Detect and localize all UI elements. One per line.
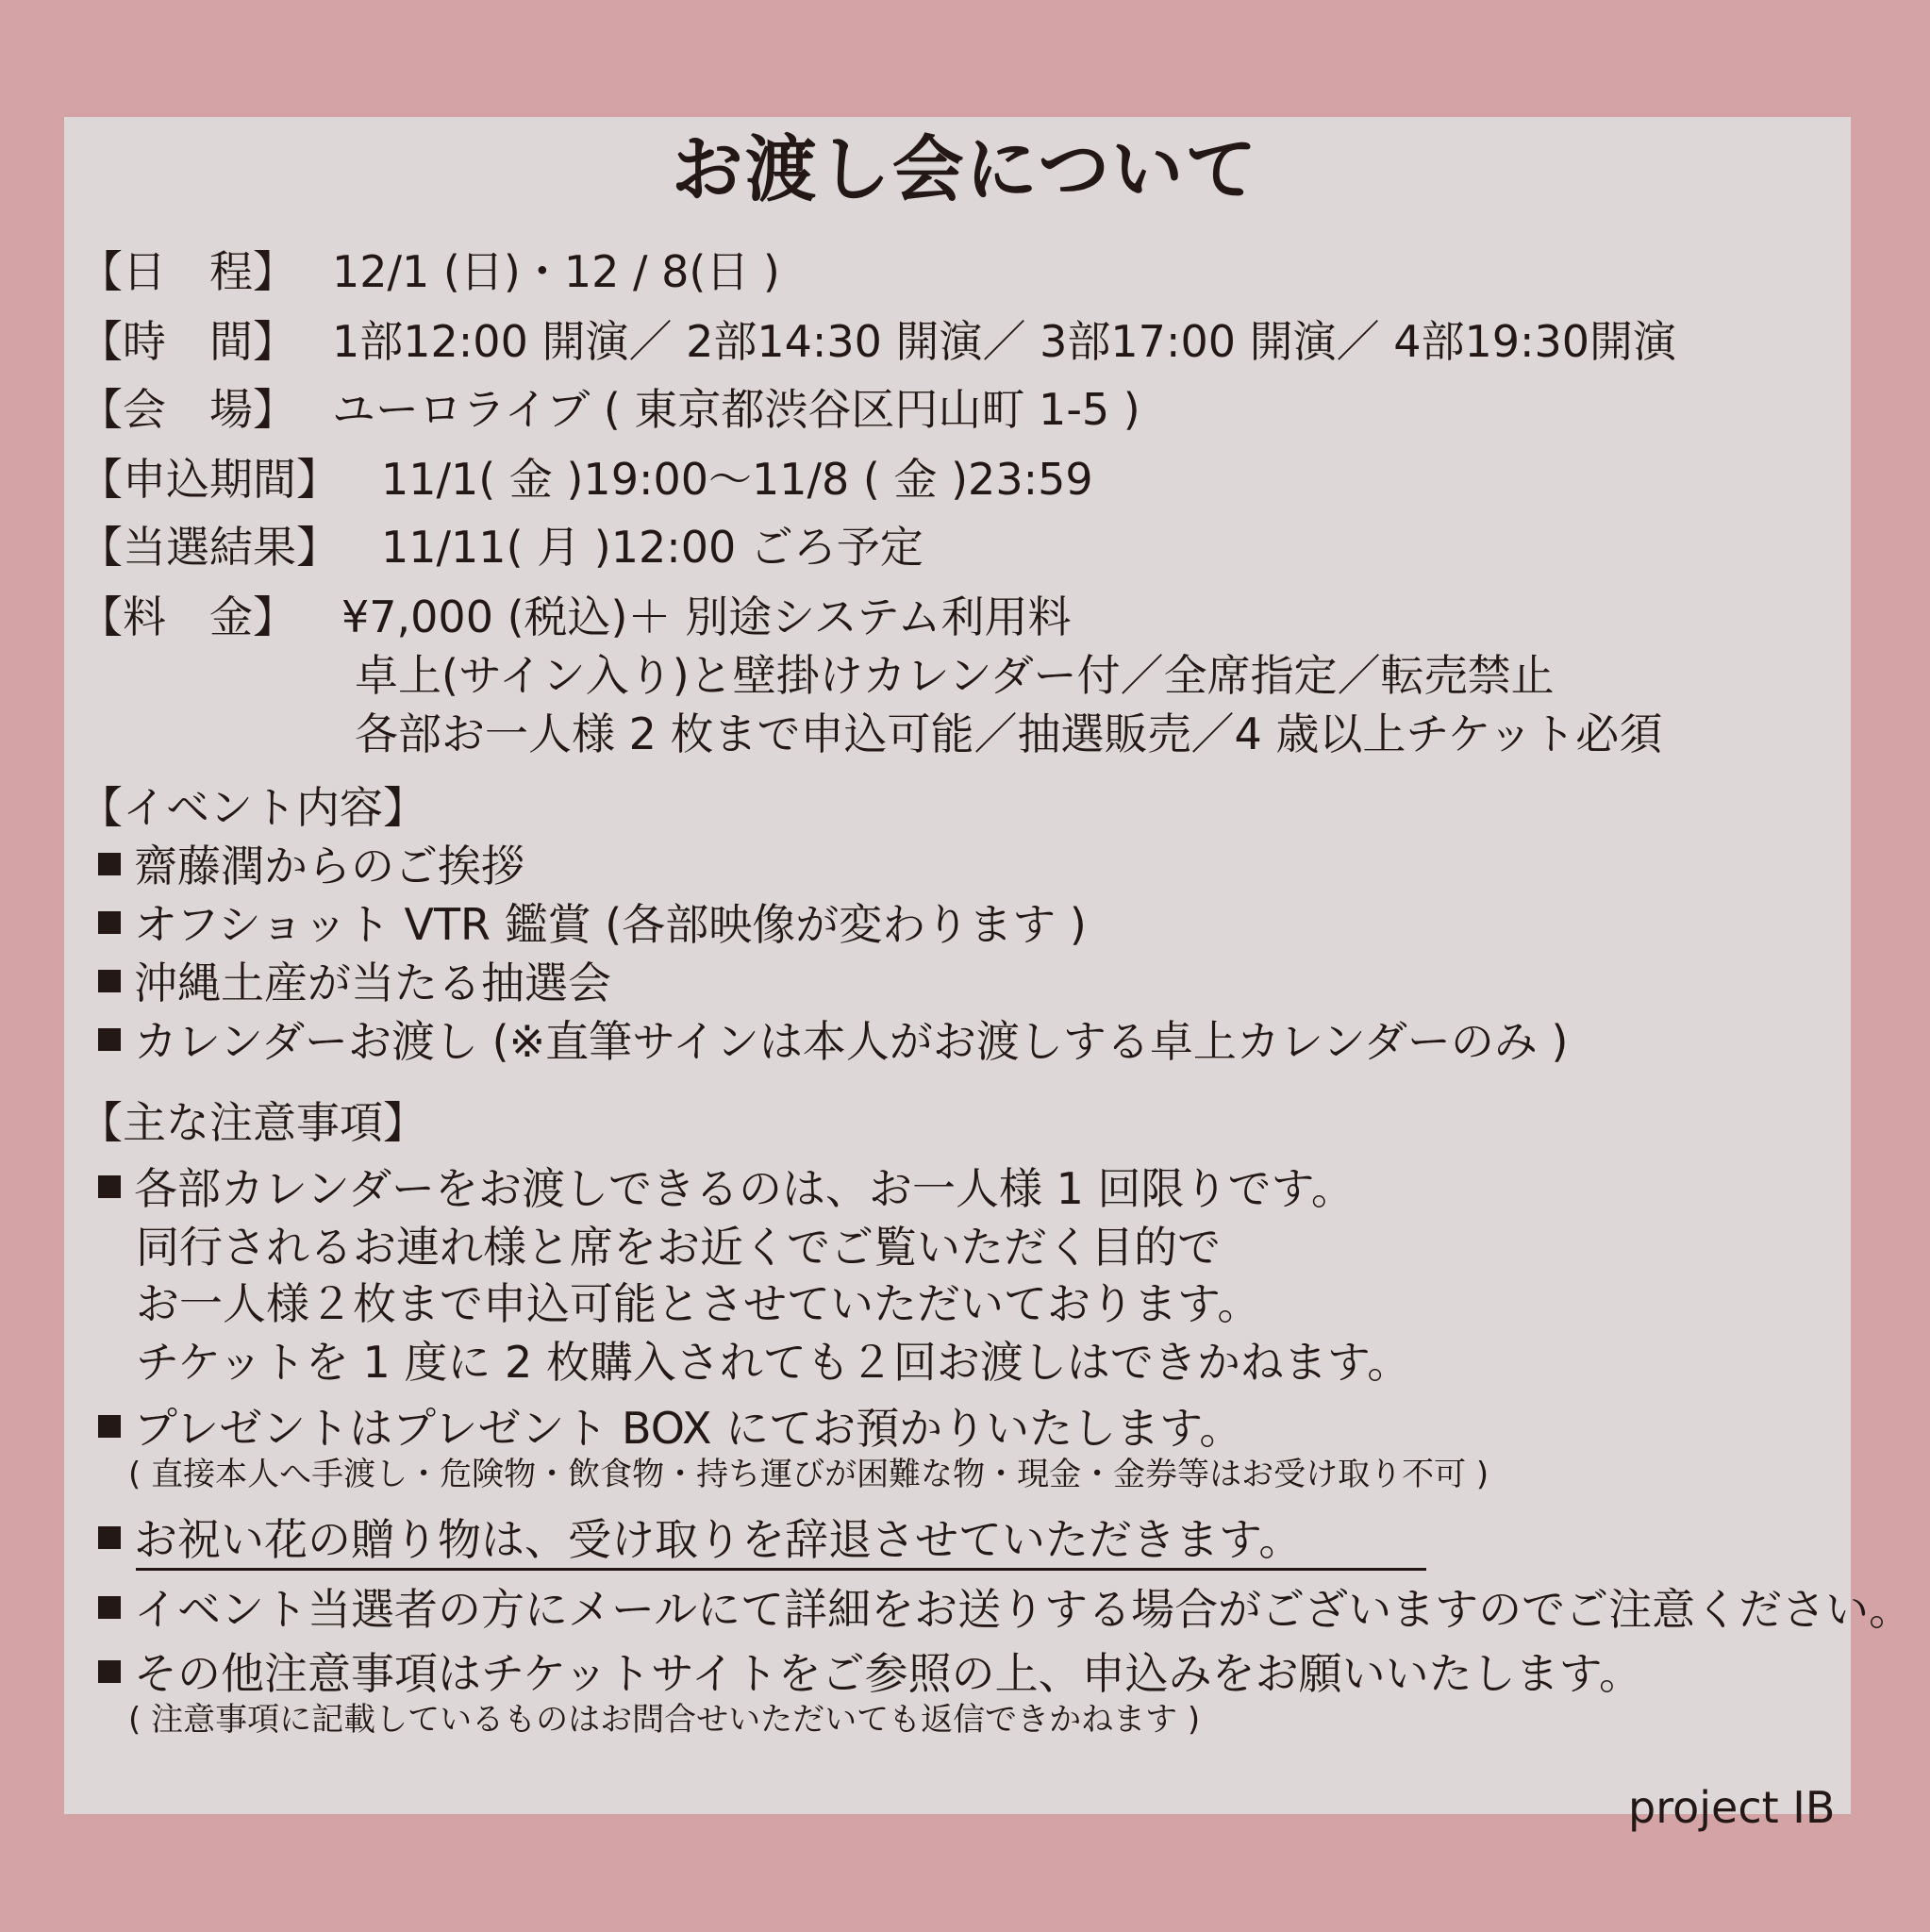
schedule-label-time: 【時 間】	[79, 316, 296, 367]
square-bullet-icon	[98, 1660, 121, 1683]
note-parenthetical: ( 直接本人へ手渡し・危険物・飲食物・持ち運びが困難な物・現金・金券等はお受け取り不可 )	[128, 1456, 1489, 1493]
event-heading: 【イベント内容】	[79, 782, 426, 833]
note-parenthetical: ( 注意事項に記載しているものはお問合せいただいても返信できかねます )	[128, 1701, 1201, 1739]
footer-credit: project IB	[1628, 1782, 1836, 1833]
schedule-value-fee: ¥7,000 (税込)＋ 別途システム利用料	[341, 591, 1072, 642]
list-item: その他注意事項はチケットサイトをご参照の上、申込みをお願いいたします。	[98, 1645, 1642, 1702]
list-item: 齋藤潤からのご挨拶	[98, 838, 524, 894]
schedule-value-venue: ユーロライブ ( 東京都渋谷区円山町 1-5 )	[332, 384, 1140, 435]
schedule-value-result: 11/11( 月 )12:00 ごろ予定	[381, 522, 923, 573]
schedule-label-result: 【当選結果】	[79, 522, 340, 573]
note-continuation: 同行されるお連れ様と席をお近くでご覧いただく目的で	[136, 1222, 1221, 1273]
square-bullet-icon	[98, 970, 121, 992]
schedule-label-period: 【申込期間】	[79, 454, 340, 505]
list-item: イベント当選者の方にメールにて詳細をお送りする場合がございますのでご注意ください。	[98, 1581, 1912, 1638]
schedule-label-date: 【日 程】	[79, 246, 296, 297]
list-item: 沖縄土産が当たる抽選会	[98, 955, 611, 1011]
notes-heading: 【主な注意事項】	[79, 1097, 426, 1148]
schedule-label-venue: 【会 場】	[79, 384, 296, 435]
square-bullet-icon	[98, 911, 121, 934]
fee-detail: 卓上(サイン入り)と壁掛けカレンダー付／全席指定／転売禁止	[355, 650, 1555, 701]
note-continuation: チケットを 1 度に 2 枚購入されても２回お渡しはできかねます。	[136, 1337, 1411, 1388]
schedule-value-date: 12/1 (日)・12 / 8(日 )	[332, 246, 780, 297]
square-bullet-icon	[98, 1415, 121, 1438]
underline	[136, 1568, 1426, 1571]
square-bullet-icon	[98, 853, 121, 875]
list-item: 各部カレンダーをお渡しできるのは、お一人様 1 回限りです。	[98, 1160, 1355, 1217]
list-item: プレゼントはプレゼント BOX にてお預かりいたします。	[98, 1400, 1242, 1457]
square-bullet-icon	[98, 1596, 121, 1619]
square-bullet-icon	[98, 1526, 121, 1549]
note-continuation: お一人様２枚まで申込可能とさせていただいております。	[136, 1278, 1261, 1329]
schedule-label-fee: 【料 金】	[79, 591, 296, 642]
square-bullet-icon	[98, 1175, 121, 1198]
schedule-value-time: 1部12:00 開演／ 2部14:30 開演／ 3部17:00 開演／ 4部19:30開演	[332, 316, 1677, 367]
schedule-value-period: 11/1( 金 )19:00〜11/8 ( 金 )23:59	[381, 454, 1093, 505]
list-item: お祝い花の贈り物は、受け取りを辞退させていただきます。	[98, 1511, 1302, 1568]
fee-detail: 各部お一人様 2 枚まで申込可能／抽選販売／4 歳以上チケット必須	[355, 708, 1663, 759]
list-item: オフショット VTR 鑑賞 (各部映像が変わります )	[98, 896, 1087, 953]
page-title: お渡し会について	[671, 127, 1259, 211]
square-bullet-icon	[98, 1028, 121, 1051]
list-item: カレンダーお渡し (※直筆サインは本人がお渡しする卓上カレンダーのみ )	[98, 1013, 1568, 1070]
